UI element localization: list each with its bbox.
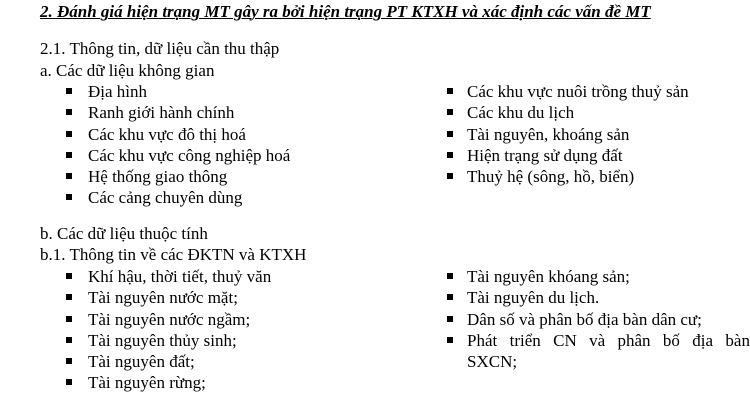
bullet-icon	[447, 109, 453, 115]
list-item: Các cảng chuyên dùng	[40, 187, 290, 208]
subsection-title: 2.1. Thông tin, dữ liệu cần thu thập	[40, 39, 280, 58]
list-item: Thuỷ hệ (sông, hồ, biển)	[443, 166, 689, 187]
justified-item-text: Phát triển CN và phân bố địa bàn	[467, 330, 750, 350]
bullet-icon	[66, 294, 72, 300]
spatial-data-list-left	[40, 81, 290, 209]
part-b-title: b. Các dữ liệu thuộc tính	[40, 224, 208, 243]
list-item: Hệ thống giao thông	[40, 166, 290, 187]
bullet-icon	[447, 131, 453, 137]
list-item: Ranh giới hành chính	[40, 102, 290, 123]
bullet-icon	[66, 131, 72, 137]
list-item	[443, 330, 750, 351]
spatial-data-list-right	[443, 81, 689, 187]
list-item: Địa hình	[40, 81, 290, 102]
bullet-icon	[66, 379, 72, 385]
list-item: Tài nguyên rừng;	[40, 372, 271, 393]
list-item-continuation: SXCN;	[467, 352, 518, 372]
bullet-icon	[447, 337, 453, 343]
bullet-icon	[447, 173, 453, 179]
list-item: Tài nguyên đất;	[40, 351, 271, 372]
bullet-icon	[447, 273, 453, 279]
bullet-icon	[66, 194, 72, 200]
bullet-icon	[447, 88, 453, 94]
bullet-icon	[447, 152, 453, 158]
bullet-icon	[66, 273, 72, 279]
bullet-icon	[447, 294, 453, 300]
list-item: Hiện trạng sử dụng đất	[443, 145, 689, 166]
part-a-title: a. Các dữ liệu không gian	[40, 61, 215, 80]
list-item: Các khu vực công nghiệp hoá	[40, 145, 290, 166]
list-item: Tài nguyên thủy sinh;	[40, 330, 271, 351]
list-item: Tài nguyên, khoáng sản	[443, 124, 689, 145]
list-item: Tài nguyên khóang sản;	[443, 266, 750, 287]
bullet-icon	[447, 316, 453, 322]
list-item: Các khu vực nuôi trồng thuỷ sản	[443, 81, 689, 102]
list-item: Tài nguyên nước ngầm;	[40, 309, 271, 330]
list-item: Dân số và phân bố địa bàn dân cư;	[443, 309, 750, 330]
attribute-data-list-left	[40, 266, 271, 394]
section-heading: 2. Đánh giá hiện trạng MT gây ra bởi hiện trạng PT KTXH và xác định các vấn đề MT	[40, 2, 651, 21]
list-item: Các khu vực đô thị hoá	[40, 124, 290, 145]
list-item: Tài nguyên du lịch.	[443, 287, 750, 308]
bullet-icon	[66, 152, 72, 158]
list-item: Khí hậu, thời tiết, thuỷ văn	[40, 266, 271, 287]
bullet-icon	[66, 173, 72, 179]
attribute-data-list-right	[443, 266, 750, 372]
bullet-icon	[66, 88, 72, 94]
bullet-icon	[66, 109, 72, 115]
bullet-icon	[66, 337, 72, 343]
part-b1-subtitle: b.1. Thông tin về các ĐKTN và KTXH	[40, 245, 307, 264]
bullet-icon	[66, 316, 72, 322]
list-item: Các khu du lịch	[443, 102, 689, 123]
bullet-icon	[66, 358, 72, 364]
list-item: Tài nguyên nước mặt;	[40, 287, 271, 308]
